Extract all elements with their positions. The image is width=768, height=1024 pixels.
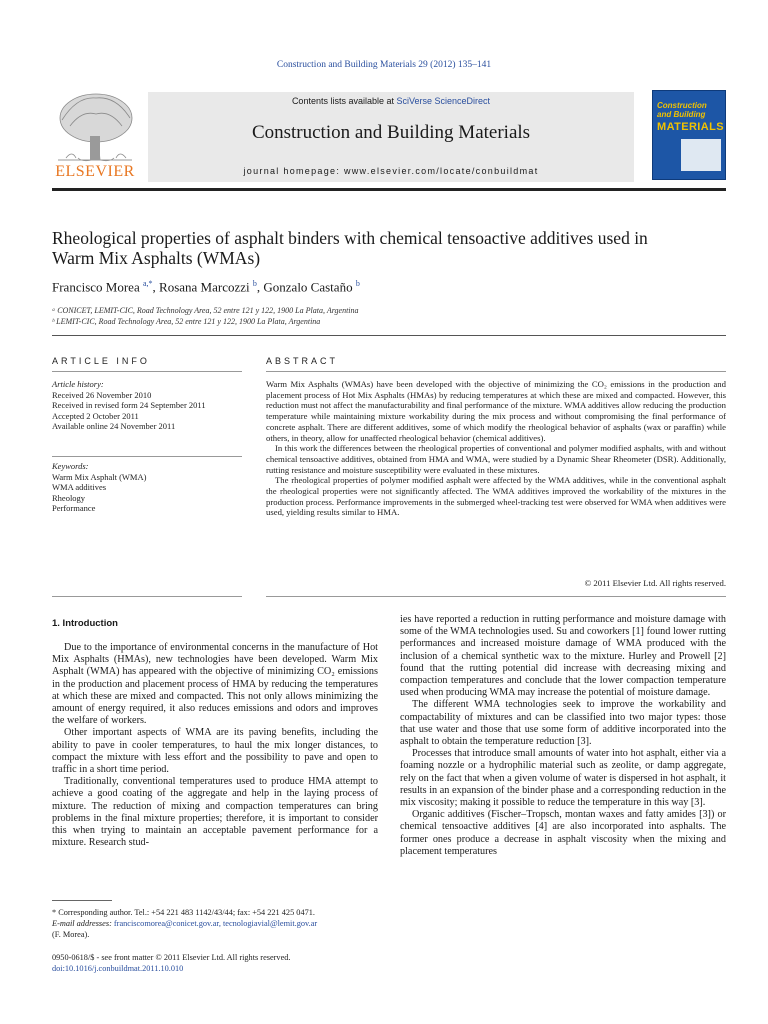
journal-cover-thumbnail[interactable] [652,90,726,180]
abstract-rule [266,371,726,372]
keyword-item: Warm Mix Asphalt (WMA) [52,471,147,482]
section-divider [52,335,726,336]
abstract-paragraph: Warm Mix Asphalts (WMAs) have been developed with the objective of minimizing the CO₂ emissions in the production and placement process of Hot Mix Asphalts (HMAs) by reducing temperatures at which these are mixed and compacted. However, this reduction must not affect the manufacturability and final performance of the mixture. WMA additives allow reducing the production temperature while maintaining mixture workability during the mix process and without compromising the final performance of concrete asphalt. There are different additives, some of which modify the rheological behavior of asphalts (wax or paraffin) while others, in theory, allow for unaffected rheological behavior (chemical additives). [266,379,726,443]
abstract-heading: ABSTRACT [266,356,339,366]
author-name: Rosana Marcozzi [159,279,250,295]
abstract-bottom-rule [266,596,726,597]
keywords [52,461,242,514]
author-name: Gonzalo Castaño [263,279,353,295]
article-info-heading: ARTICLE INFO [52,356,150,366]
body-paragraph: Traditionally, conventional temperatures used to produce HMA attempt to achieve a good coating of the aggregate and help in the laying process of mixture. The reduction of mixing and compaction temperatures can bring problems in the final mixture properties; therefore, it is important to consider this when trying to maintain an acceptable pavement performance for a mixture. Research stud- [52,776,378,849]
keyword-item: Rheology [52,492,86,503]
abstract-body [266,379,726,518]
journal-title: Construction and Building Materials [251,122,531,143]
keywords-label: Keywords: [52,461,89,471]
footnotes [52,907,378,940]
body-paragraph: The different WMA technologies seek to improve the workability and compactability of mixtures and can be classified into two major types: those that use water and those that use some form of additive incorporated into the asphalt to obtain the temperature reduction [3]. [400,699,726,748]
history-item: Accepted 2 October 2011 [52,410,139,421]
email-label: E-mail addresses: [52,919,112,928]
journal-citation[interactable]: Construction and Building Materials 29 (2012) 135–141 [276,60,492,70]
email-owner: (F. Morea). [52,930,90,939]
author-sup[interactable]: b [252,279,257,288]
keyword-item: Performance [52,503,96,513]
intro-heading: 1. Introduction [52,618,118,629]
body-paragraph: ies have reported a reduction in rutting performance and moisture damage with some of the WMA technologies used. Su and coworkers [1] found lower rutting performances and increased moisture damage of WMA produced with the inclusion of a chemical synthetic wax to the mixture. Hurley and Prowell [2] found that the rutting potential did increase with decreasing mixing and compaction temperatures and conclude that the lower compaction temperature used when producing WMA may increase the potential of moisture damage. [400,614,726,699]
cover-image-panel [681,139,721,171]
elsevier-wordmark: ELSEVIER [55,163,135,180]
abstract-paragraph: In this work the differences between the rheological properties of conventional and polymer modified asphalts, with and without chemical tensoactive additives, obtained from HMA and WMA, were studied by a Dynamic Shear Rheometer (DSR). Additionally, rutting resistance and moisture susceptibility were evaluated in these mixtures. [266,443,726,475]
article-history [52,379,242,432]
author-name: Francisco Morea [52,279,140,295]
body-column-left [52,642,378,849]
abstract-paragraph: The rheological properties of polymer modified asphalt were affected by the WMA additives, while in the conventional asphalt the rheological properties were not significantly affected. The WMA additives improved the workability of the mixtures in the production process. Performance improvements in the submerged wheel-tracking test were observed for WMA when additives were used, yielding results similar to HMA. [266,475,726,518]
history-item: Received 26 November 2010 [52,389,152,400]
affiliation-a: ᵃ CONICET, LEMIT-CIC, Road Technology Area, 52 entre 121 y 122, 1900 La Plata, Argentina [52,306,359,315]
body-paragraph: Organic additives (Fischer–Tropsch, montan waxes and fatty amides [3]) or chemical tensoactive additives [4] are also incorporated into asphalts. The former ones produce a decrease in asphalt viscosity when the mixing and placement temperatures [400,809,726,857]
corresponding-author-note: * Corresponding author. Tel.: +54 221 483 1142/43/44; fax: +54 221 425 0471. [52,908,315,917]
article-title: Rheological properties of asphalt binders with chemical tensoactive additives used in Warm Mix Asphalts (WMAs) [52,228,648,268]
cover-title-line1: Construction and Building [657,101,707,119]
history-item: Received in revised form 24 September 2011 [52,400,206,410]
front-matter-meta [52,952,378,974]
body-paragraph: Processes that introduce small amounts of water into hot asphalt, either via a foaming nozzle or a hydrophilic material such as zeolite, or damp aggregate, rely on the fact that when a given volume of water is dispersed in hot asphalt, it results in an expansion of the binder phase and a corresponding reduction in the mix viscosity; making it possible to reduce the temperature in this way [3]. [400,748,726,809]
header-divider [52,188,726,191]
affiliation-b: ᵇ LEMIT-CIC, Road Technology Area, 52 entre 121 y 122, 1900 La Plata, Argentina [52,317,321,326]
author-sup[interactable]: b [355,279,360,288]
article-info-rule [52,371,242,372]
keyword-item: WMA additives [52,482,107,492]
body-paragraph: Due to the importance of environmental concerns in the manufacture of Hot Mix Asphalts (HMAs), new technologies have been developed. Warm Mix Asphalt (WMA) has appeared with the objective of minimizing CO₂ emissions in the production and placement process of HMA by reducing the temperatures at which these are mixed and compacted. This not only allows minimizing the amount of energy required, it also reduces emissions and odors and improves the welfare of workers. [52,642,378,727]
contents-line [148,96,634,106]
abstract-copyright: © 2011 Elsevier Ltd. All rights reserved. [584,578,726,588]
body-column-right [400,614,726,858]
footnote-rule [52,900,112,901]
article-info-bottom-rule [52,596,242,597]
contents-prefix: Contents lists available at [291,96,397,106]
cover-title-line2: MATERIALS [657,121,724,133]
keywords-rule [52,456,242,457]
doi-link[interactable]: doi:10.1016/j.conbuildmat.2011.10.010 [52,964,184,973]
history-item: Available online 24 November 2011 [52,421,176,431]
journal-homepage[interactable]: journal homepage: www.elsevier.com/locate/conbuildmat [243,166,539,176]
body-paragraph: Other important aspects of WMA are its paving benefits, including the ability to pave in cooler temperatures, to haul the mix longer distances, to compact the mixture with less effort and the possibility to pave and open to traffic in a short time period. [52,727,378,776]
sciencedirect-link[interactable]: SciVerse ScienceDirect [396,96,491,106]
email-links[interactable]: franciscomorea@conicet.gov.ar, tecnologiavial@lemit.gov.ar [113,919,318,928]
author-sup[interactable]: a,* [142,279,153,288]
email-line [52,918,378,929]
history-label: Article history: [52,379,104,389]
author-list: Francisco Morea $^{a,*}$, Rosana Marcozzi $^b$, Gonzalo Castaño $^b$ [52,279,360,295]
issn-line: 0950-0618/$ - see front matter © 2011 Elsevier Ltd. All rights reserved. [52,953,291,962]
